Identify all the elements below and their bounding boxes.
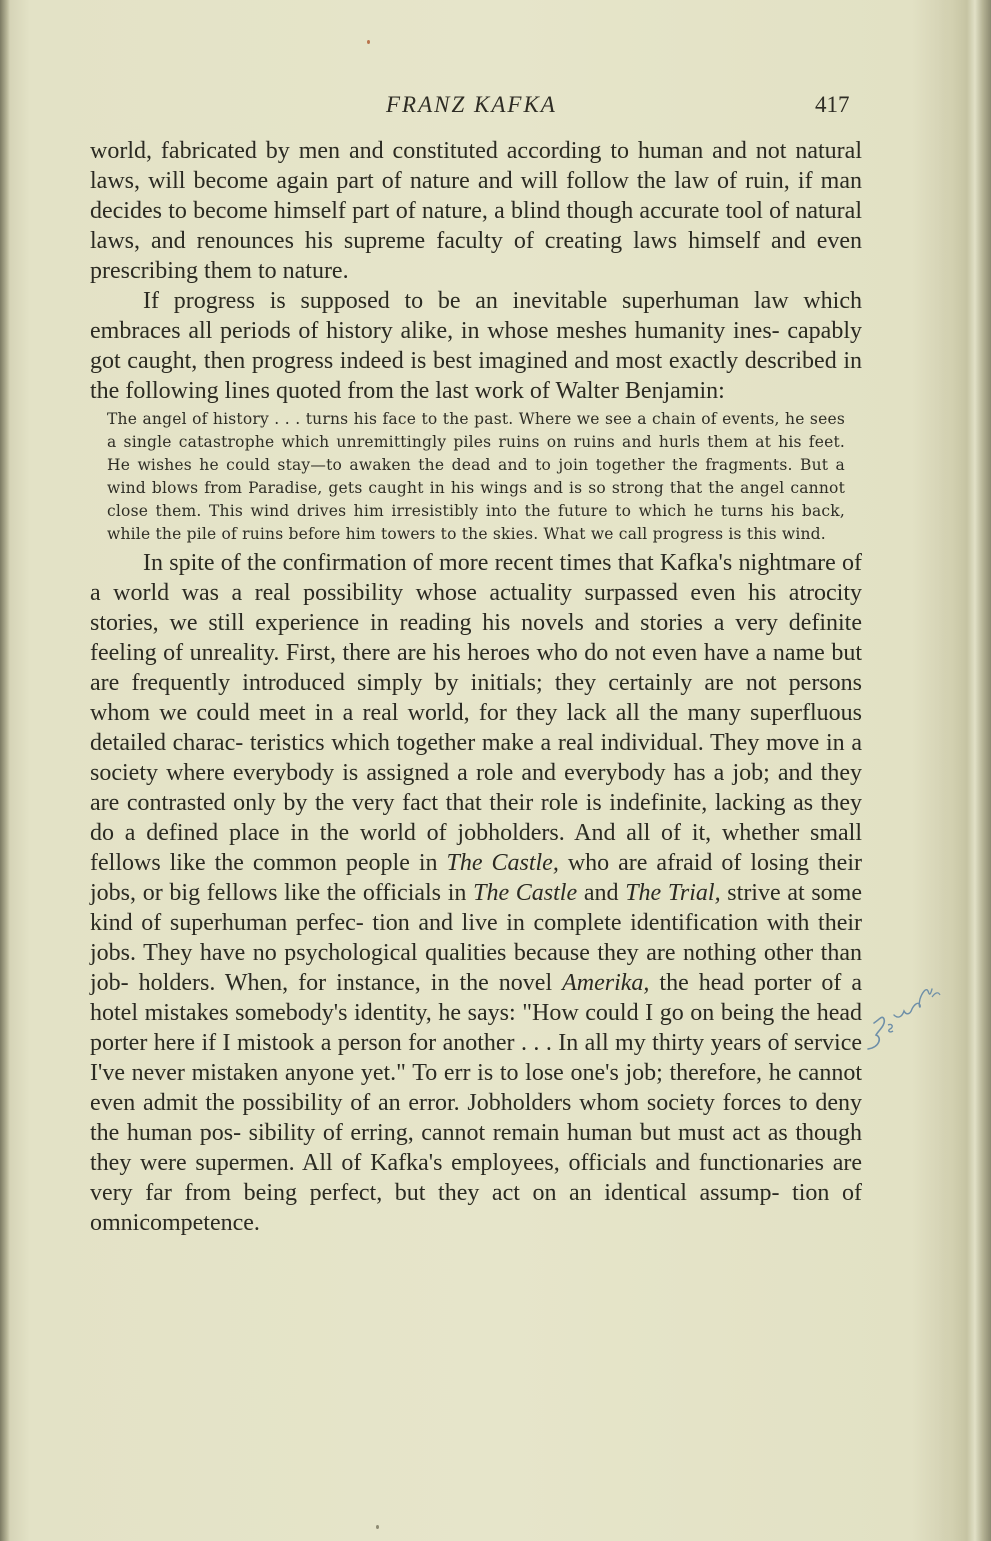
- body-text: [90, 136, 862, 1238]
- page-number: 417: [815, 92, 850, 117]
- handwritten-margin-annotation: [862, 975, 952, 1055]
- running-title: FRANZ KAFKA: [386, 92, 557, 117]
- paragraph-progress: If progress is supposed to be an inevitable superhuman law which embraces all periods of history alike, in whose meshes humanity ines- capably got caught, then progress indeed is best imagined and most exactly described in the following lines quoted from the last work of Walter Benjamin:: [90, 288, 862, 404]
- text-run: and: [577, 880, 626, 906]
- page-stack-edge: [939, 0, 991, 1541]
- italic-title: Amerika,: [562, 970, 650, 996]
- italic-title: The Trial,: [625, 880, 721, 906]
- paper-speck: [367, 40, 370, 44]
- running-head: [0, 92, 991, 124]
- text-run: strive at some kind of superhuman perfec- tion and live in complete identification with their jobs. They have no psychological qualities because they are nothing other than job- holders. When, for instance, in the novel: [90, 880, 863, 996]
- paragraph-continued: world, fabricated by men and constituted according to human and not natural laws, will become again part of nature and will follow the law of ruin, if man decides to become himself part of nature, a blind though accurate tool of natural laws, and renounces his supreme faculty of creating laws himself and even prescribing them to nature.: [90, 138, 862, 284]
- paragraph-unreality: [90, 548, 862, 1238]
- paper-speck: [376, 1525, 379, 1529]
- text-run: the head porter of a hotel mistakes somebody's identity, he says: "How could I go on being the head porter here if I mistook a person for another . . . In all my thirty years of service I've never mistaken anyone yet." To err is to lose one's job; therefore, he cannot even admit the possibility of an error. Jobholders whom society forces to deny the human pos- sibility of erring, cannot remain human but must act as though they were supermen. All of Kafka's employees, officials and functionaries are very far from being perfect, but they act on an identical assump- tion of omnicompetence.: [90, 970, 862, 1236]
- block-quote-container: [90, 408, 862, 546]
- italic-title: The Castle,: [446, 850, 559, 876]
- binding-shadow: [0, 0, 10, 1541]
- block-quote-benjamin: The angel of history . . . turns his face to the past. Where we see a chain of events, he sees a single catastrophe which unremittingly piles ruins on ruins and hurls them at his feet. He wishes he could stay—to awaken the dead and to join together the fragments. But a wind blows from Paradise, gets caught in his wings and is so strong that the angel cannot close them. This wind drives him irresistibly into the future to which he turns his back, while the pile of ruins before him towers to the skies. What we call progress is this wind.: [107, 410, 845, 543]
- text-run: In spite of the confirmation of more recent times that Kafka's nightmare of a world was a real possibility whose actuality surpassed even his atrocity stories, we still experience in reading his novels and stories a very definite feeling of unreality. First, there are his heroes who do not even have a name but are frequently introduced simply by initials; they certainly are not persons whom we could meet in a real world, for they lack all the many superfluous detailed charac- teristics which together make a real individual. They move in a society where everybody is assigned a role and everybody has a job; and they are contrasted only by the very fact that their role is indefinite, lacking as they do a defined place in the world of jobholders. And all of it, whether small fellows like the common people in: [90, 550, 862, 876]
- text-run: who are afraid of losing their jobs, or big fellows like the officials in: [90, 850, 862, 906]
- italic-title: The Castle: [473, 880, 578, 906]
